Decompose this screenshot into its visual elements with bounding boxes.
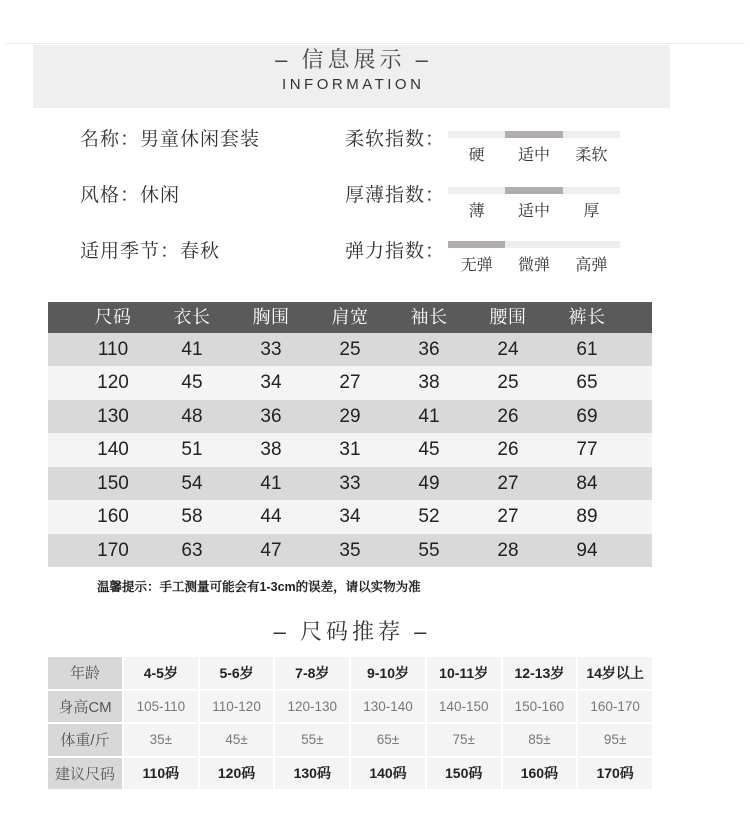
recommend-cell: 7-8岁 — [275, 657, 349, 689]
size-row — [48, 500, 652, 533]
size-table-header — [48, 302, 652, 333]
size-cell: 26 — [497, 405, 519, 427]
size-cell: 41 — [418, 405, 440, 427]
gauge-levels — [448, 257, 620, 275]
softness-gauge — [448, 131, 620, 165]
elasticity-index-label: 弹力指数： — [345, 241, 446, 262]
size-cell: 89 — [576, 506, 598, 528]
size-cell: 69 — [576, 405, 598, 427]
size-header-cell: 袖长 — [410, 307, 448, 327]
gauge-segment — [505, 131, 562, 138]
size-cell: 94 — [576, 539, 598, 561]
attribute-season — [80, 241, 220, 263]
size-cell: 63 — [181, 539, 203, 561]
size-cell: 130 — [97, 405, 129, 427]
size-cell: 55 — [418, 539, 440, 561]
size-header-cell: 胸围 — [252, 307, 290, 327]
gauge-level-label: 柔软 — [575, 147, 608, 164]
gauge-level-label: 微弹 — [517, 257, 550, 274]
thickness-index-label: 厚薄指数： — [345, 185, 446, 206]
size-cell: 34 — [260, 372, 282, 394]
size-cell: 36 — [418, 339, 440, 360]
recommend-cell: 110-120 — [200, 691, 274, 723]
size-cell: 31 — [339, 439, 361, 461]
size-cell: 120 — [97, 372, 129, 394]
recommend-row-label: 建议尺码 — [48, 758, 122, 790]
elasticity-gauge — [448, 241, 620, 275]
recommend-cell: 14岁以上 — [578, 657, 652, 689]
size-cell: 45 — [181, 372, 203, 394]
size-row — [48, 366, 652, 399]
recommend-title: – 尺码推荐 – — [273, 619, 431, 644]
size-table — [48, 302, 652, 567]
recommend-cell: 140码 — [351, 758, 425, 790]
recommend-cell: 150-160 — [503, 691, 577, 723]
gauge-level-label: 薄 — [468, 203, 485, 220]
recommend-row-label: 体重/斤 — [48, 724, 122, 756]
size-cell: 84 — [576, 472, 598, 494]
attribute-product-name — [80, 129, 260, 151]
size-row — [48, 333, 652, 366]
gauge-segment — [505, 241, 562, 248]
recommend-cell: 110码 — [124, 758, 198, 790]
recommend-cell: 65± — [351, 724, 425, 756]
size-cell: 61 — [576, 339, 598, 360]
size-cell: 65 — [576, 372, 598, 394]
section-title: – 信息展示 – — [275, 47, 432, 72]
recommend-cell: 150码 — [427, 758, 501, 790]
gauge-level-label: 高弹 — [575, 257, 608, 274]
size-cell: 33 — [260, 339, 282, 360]
size-cell: 51 — [181, 439, 203, 461]
thickness-gauge — [448, 187, 620, 221]
recommend-row-label: 身高CM — [48, 691, 122, 723]
recommend-table — [48, 657, 652, 791]
gauge-track — [448, 131, 620, 138]
recommend-row-height — [48, 691, 652, 723]
size-cell: 24 — [497, 339, 519, 360]
size-cell: 27 — [497, 506, 519, 528]
recommend-cell: 45± — [200, 724, 274, 756]
recommend-cell: 105-110 — [124, 691, 198, 723]
gauge-segment — [448, 241, 505, 248]
gauge-level-label: 无弹 — [460, 257, 493, 274]
gauge-segment — [448, 187, 505, 194]
size-cell: 150 — [97, 472, 129, 494]
size-cell: 28 — [497, 539, 519, 561]
gauge-segment — [563, 241, 620, 248]
softness-index-label: 柔软指数： — [345, 129, 446, 150]
section-subtitle: INFORMATION — [282, 76, 425, 93]
gauge-segment — [563, 131, 620, 138]
attribute-label: 风格： — [80, 185, 141, 206]
recommend-cell: 75± — [427, 724, 501, 756]
size-cell: 35 — [339, 539, 361, 561]
recommend-cell: 120码 — [200, 758, 274, 790]
attribute-value: 春秋 — [180, 241, 221, 262]
info-header — [33, 45, 670, 108]
attribute-value: 男童休闲套装 — [140, 129, 261, 150]
size-header-cell: 尺码 — [94, 307, 132, 327]
size-cell: 38 — [418, 372, 440, 394]
size-cell: 36 — [260, 405, 282, 427]
recommend-cell: 120-130 — [275, 691, 349, 723]
recommend-cell: 5-6岁 — [200, 657, 274, 689]
gauge-level-label: 硬 — [468, 147, 485, 164]
attribute-label: 适用季节： — [80, 241, 181, 262]
attribute-label: 名称： — [80, 129, 141, 150]
size-header-cell: 肩宽 — [331, 307, 369, 327]
size-cell: 48 — [181, 405, 203, 427]
size-cell: 25 — [339, 339, 361, 360]
size-cell: 34 — [339, 506, 361, 528]
recommend-row-label: 年龄 — [48, 657, 122, 689]
size-cell: 41 — [181, 339, 203, 360]
recommend-cell: 12-13岁 — [503, 657, 577, 689]
recommend-cell: 95± — [578, 724, 652, 756]
recommend-cell: 160-170 — [578, 691, 652, 723]
size-row — [48, 400, 652, 433]
gauge-segment — [563, 187, 620, 194]
gauge-level-label: 适中 — [517, 203, 550, 220]
size-cell: 160 — [97, 506, 129, 528]
size-cell: 49 — [418, 472, 440, 494]
top-divider — [5, 43, 745, 44]
size-row — [48, 433, 652, 466]
recommend-cell: 130码 — [275, 758, 349, 790]
gauge-track — [448, 241, 620, 248]
gauge-segment — [505, 187, 562, 194]
size-cell: 41 — [260, 472, 282, 494]
gauge-track — [448, 187, 620, 194]
gauge-segment — [448, 131, 505, 138]
size-cell: 140 — [97, 439, 129, 461]
gauge-level-label: 适中 — [517, 147, 550, 164]
size-cell: 45 — [418, 439, 440, 461]
size-cell: 26 — [497, 439, 519, 461]
size-cell: 52 — [418, 506, 440, 528]
recommend-row-weight — [48, 724, 652, 756]
size-cell: 27 — [339, 372, 361, 394]
size-header-cell: 腰围 — [489, 307, 527, 327]
size-cell: 44 — [260, 506, 282, 528]
recommend-cell: 10-11岁 — [427, 657, 501, 689]
size-cell: 47 — [260, 539, 282, 561]
size-cell: 170 — [97, 539, 129, 561]
recommend-cell: 85± — [503, 724, 577, 756]
recommend-cell: 160码 — [503, 758, 577, 790]
size-cell: 38 — [260, 439, 282, 461]
size-cell: 29 — [339, 405, 361, 427]
size-header-cell: 衣长 — [173, 307, 211, 327]
gauge-level-label: 厚 — [583, 203, 600, 220]
size-cell: 110 — [97, 339, 129, 360]
attribute-value: 休闲 — [140, 185, 181, 206]
recommend-cell: 140-150 — [427, 691, 501, 723]
recommend-cell: 35± — [124, 724, 198, 756]
gauge-levels — [448, 147, 620, 165]
recommend-cell: 4-5岁 — [124, 657, 198, 689]
recommend-cell: 170码 — [578, 758, 652, 790]
size-row — [48, 534, 652, 567]
size-cell: 77 — [576, 439, 598, 461]
size-row — [48, 467, 652, 500]
size-header-cell: 裤长 — [568, 307, 606, 327]
attribute-style — [80, 185, 180, 207]
measurement-note: 温馨提示：手工测量可能会有1-3cm的误差，请以实物为准 — [97, 580, 421, 594]
size-cell: 27 — [497, 472, 519, 494]
size-cell: 25 — [497, 372, 519, 394]
size-cell: 58 — [181, 506, 203, 528]
recommend-cell: 130-140 — [351, 691, 425, 723]
size-cell: 54 — [181, 472, 203, 494]
recommend-row-size — [48, 758, 652, 790]
size-cell: 33 — [339, 472, 361, 494]
recommend-row-age — [48, 657, 652, 689]
recommend-cell: 9-10岁 — [351, 657, 425, 689]
gauge-levels — [448, 203, 620, 221]
recommend-cell: 55± — [275, 724, 349, 756]
